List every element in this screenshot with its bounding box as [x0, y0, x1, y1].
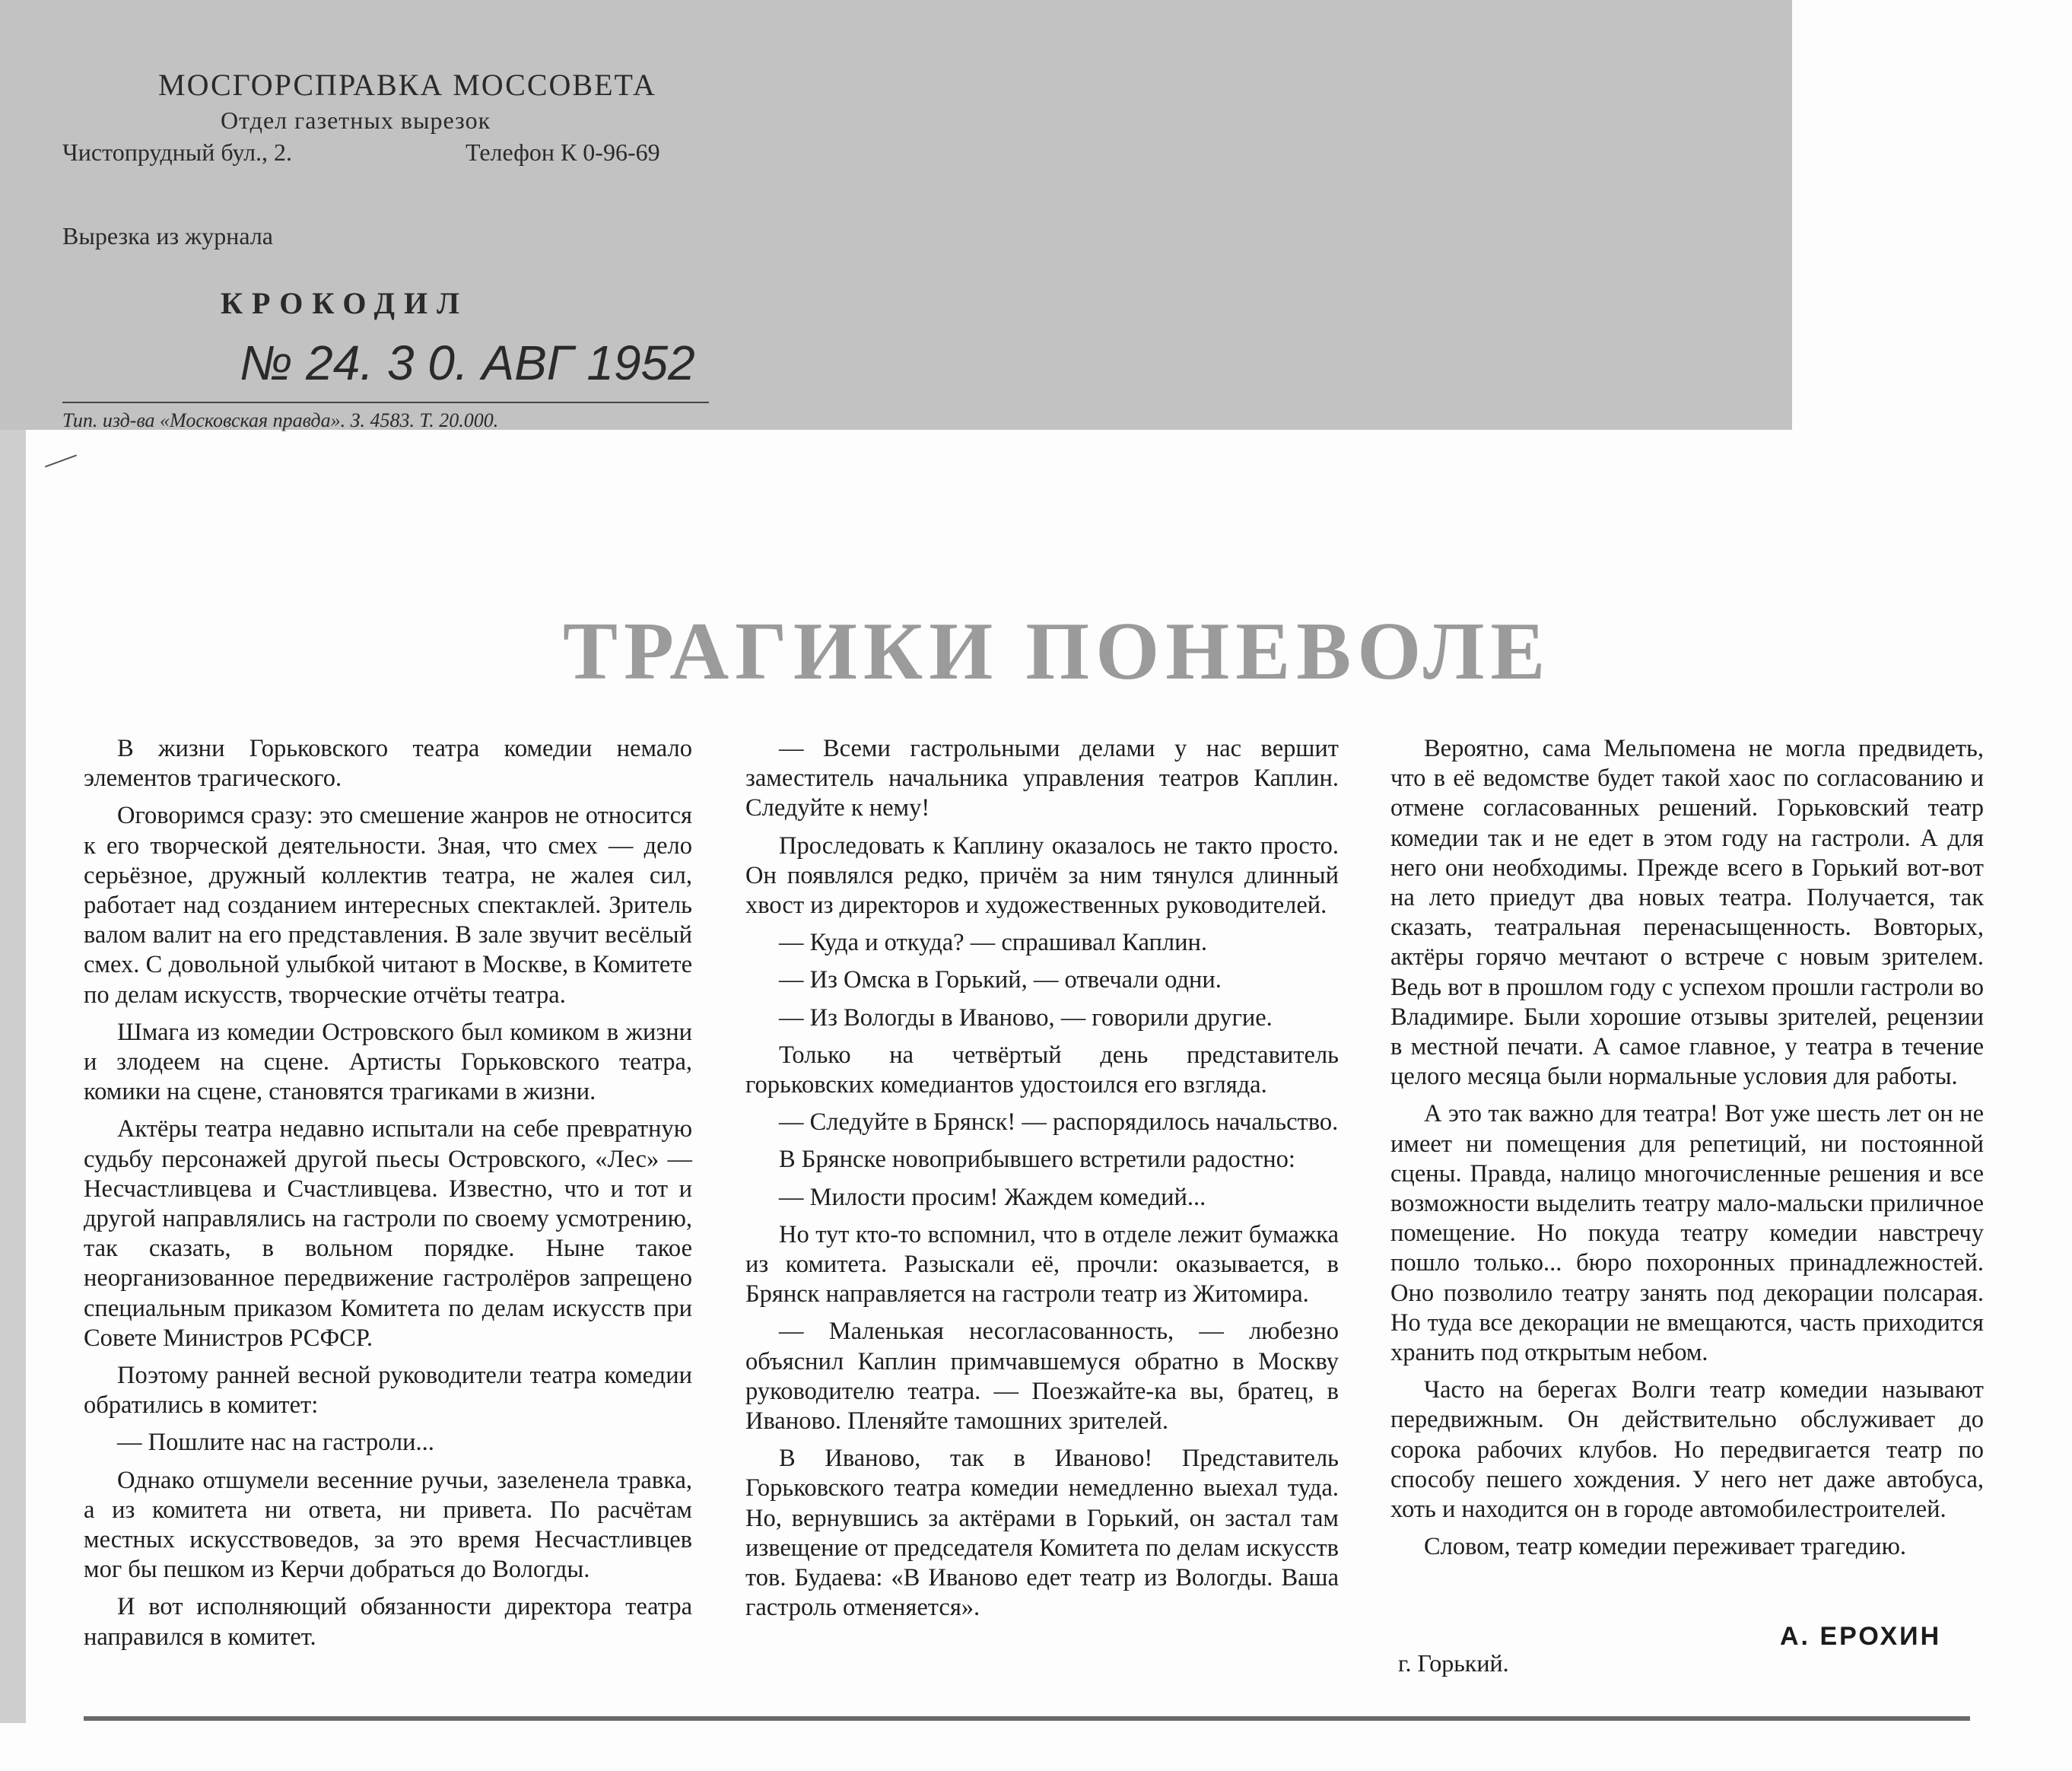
magazine-name: КРОКОДИЛ	[221, 286, 469, 320]
paragraph: Только на четвёртый день представитель горьковских комедиантов удостоился его взгляда.	[745, 1041, 1339, 1099]
paragraph: Но тут кто-то вспомнил, что в отделе лежит бумажка из комитета. Разыскали её, прочли: оказывается, в Брянск направляется на гастроли театр из Житомира.	[745, 1220, 1339, 1308]
agency-address: Чистопрудный бул., 2.	[62, 138, 293, 166]
paragraph: А это так важно для театра! Вот уже шесть лет он не имеет ни помещения для репетиций, ни постоянной сцены. Правда, налицо многочисленные решения и все возможности выделить театру мало-мальски приличное помещение. Но покуда театру комедии навстречу пошло только... бюро похоронных принадлежностей. Оно позволило театру занять под декорации полсарая. Но туда все декорации не вмещаются, часть приходится хранить под открытым небом.	[1390, 1100, 1984, 1367]
paragraph: Проследовать к Каплину оказалось не такто просто. Он появлялся редко, причём за ним тянулся длинный хвост из директоров и художественных руководителей.	[745, 831, 1339, 920]
agency-name: МОСГОРСПРАВКА МОССОВЕТА	[158, 68, 656, 102]
paragraph: В Иваново, так в Иваново! Представитель Горьковского театра комедии немедленно выехал туда. Но, вернувшись за актёрами в Горький, он застал там извещение от председателя Комитета по делам искусств тов. Будаева: «В Иваново едет театр из Вологды. Ваша гастроль отменяется».	[745, 1445, 1339, 1622]
print-info: Тип. изд-ва «Московская правда». З. 4583. Т. 20.000.	[62, 409, 499, 431]
paragraph: Часто на берегах Волги театр комедии называют передвижным. Он действительно обслуживает до сорока рабочих клубов. Но передвигается театр по способу пешего хождения. У него нет даже автобуса, хоть и находится он в городе автомобилестроителей.	[1390, 1376, 1984, 1524]
paragraph: Актёры театра недавно испытали на себе превратную судьбу персонажей другой пьесы Островского, «Лес» — Несчастливцева и Счастливцева. Известно, что и тот и другой направлялись на гастроли по своему усмотрению, так сказать, в вольном порядке. Ныне такое неорганизованное передвижение гастролёров запрещено специальным приказом Комитета по делам искусств при Совете Министров РСФСР.	[84, 1115, 692, 1352]
paragraph: В Брянске новоприбывшего встретили радостно:	[779, 1146, 1295, 1174]
agency-phone: Телефон К 0-96-69	[466, 138, 660, 166]
paragraph: — Из Омска в Горький, — отвечали одни.	[779, 966, 1222, 994]
author-signature: А. ЕРОХИН	[1780, 1622, 1942, 1651]
header-divider	[62, 402, 709, 403]
paragraph: — Всеми гастрольными делами у нас вершит заместитель начальника управления театров Каплин. Следуйте к нему!	[745, 735, 1339, 822]
article-column-1	[84, 734, 692, 1660]
paragraph: Поэтому ранней весной руководители театра комедии обратились в комитет:	[84, 1362, 692, 1420]
author-city: г. Горький.	[1398, 1649, 1509, 1677]
paragraph: — Следуйте в Брянск! — распорядилось начальство.	[779, 1108, 1339, 1137]
paragraph: — Маленькая несогласованность, — любезно объяснил Каплин примчавшемуся обратно в Москву руководителю театра. — Поезжайте-ка вы, братец, в Иваново. Пленяйте тамошних зрителей.	[745, 1318, 1339, 1436]
paragraph: Словом, театр комедии переживает трагедию.	[1424, 1533, 1907, 1561]
paragraph: Шмага из комедии Островского был комиком в жизни и злодеем на сцене. Артисты Горьковского театра, комики на сцене, становятся трагиками в жизни.	[84, 1018, 692, 1106]
paragraph: Оговоримся сразу: это смешение жанров не относится к его творческой деятельности. Зная, что смех — дело серьёзное, дружный коллектив театра, не жалея сил, работает над созданием интересных спектаклей. Зритель валом валит на его представления. В зале звучит весёлый смех. С довольной улыбкой читают в Москве, в Комитете по делам искусств, творческие отчёты театра.	[84, 802, 692, 1009]
bottom-border	[84, 1716, 1970, 1721]
article-column-3	[1390, 734, 1984, 1569]
issue-stamp: № 24. 3 0. АВГ 1952	[240, 335, 695, 390]
department-name: Отдел газетных вырезок	[221, 107, 491, 134]
article-column-2	[745, 734, 1339, 1630]
paragraph: — Куда и откуда? — спрашивал Каплин.	[779, 929, 1208, 957]
paragraph: И вот исполняющий обязанности директора театра направился в комитет.	[84, 1593, 692, 1651]
paragraph: В жизни Горьковского театра комедии немало элементов трагического.	[84, 735, 692, 793]
article-title: ТРАГИКИ ПОНЕВОЛЕ	[563, 606, 1552, 697]
paragraph: — Пошлите нас на гастроли...	[117, 1429, 434, 1457]
paragraph: — Милости просим! Жаждем комедий...	[779, 1183, 1206, 1211]
cutting-source-label: Вырезка из журнала	[62, 222, 273, 250]
paragraph: Однако отшумели весенние ручьи, зазеленела травка, а из комитета ни ответа, ни привета. По расчётам местных искусствоведов, за это время Несчастливцев мог бы пешком из Керчи добраться до Вологды.	[84, 1466, 692, 1584]
left-edge-strip	[0, 430, 26, 1723]
paragraph: — Из Вологды в Иваново, — говорили другие.	[779, 1003, 1273, 1032]
paragraph: Вероятно, сама Мельпомена не могла предвидеть, что в её ведомстве будет такой хаос по согласованию и отмене согласованных решений. Горьковский театр комедии так и не едет в этом году на гастроли. А для него они необходимы. Прежде всего в Горький вот-вот на лето приедут два новых театра. Получается, так сказать, театральная перенасыщенность. Вовторых, актёры горячо мечтают о встрече с новым зрителем. Ведь вот в прошлом году с успехом прошли гастроли во Владимире. Были хорошие отзывы зрителей, рецензии в местной печати. А самое главное, у театра в течение целого месяца были нормальные условия для работы.	[1390, 735, 1984, 1091]
